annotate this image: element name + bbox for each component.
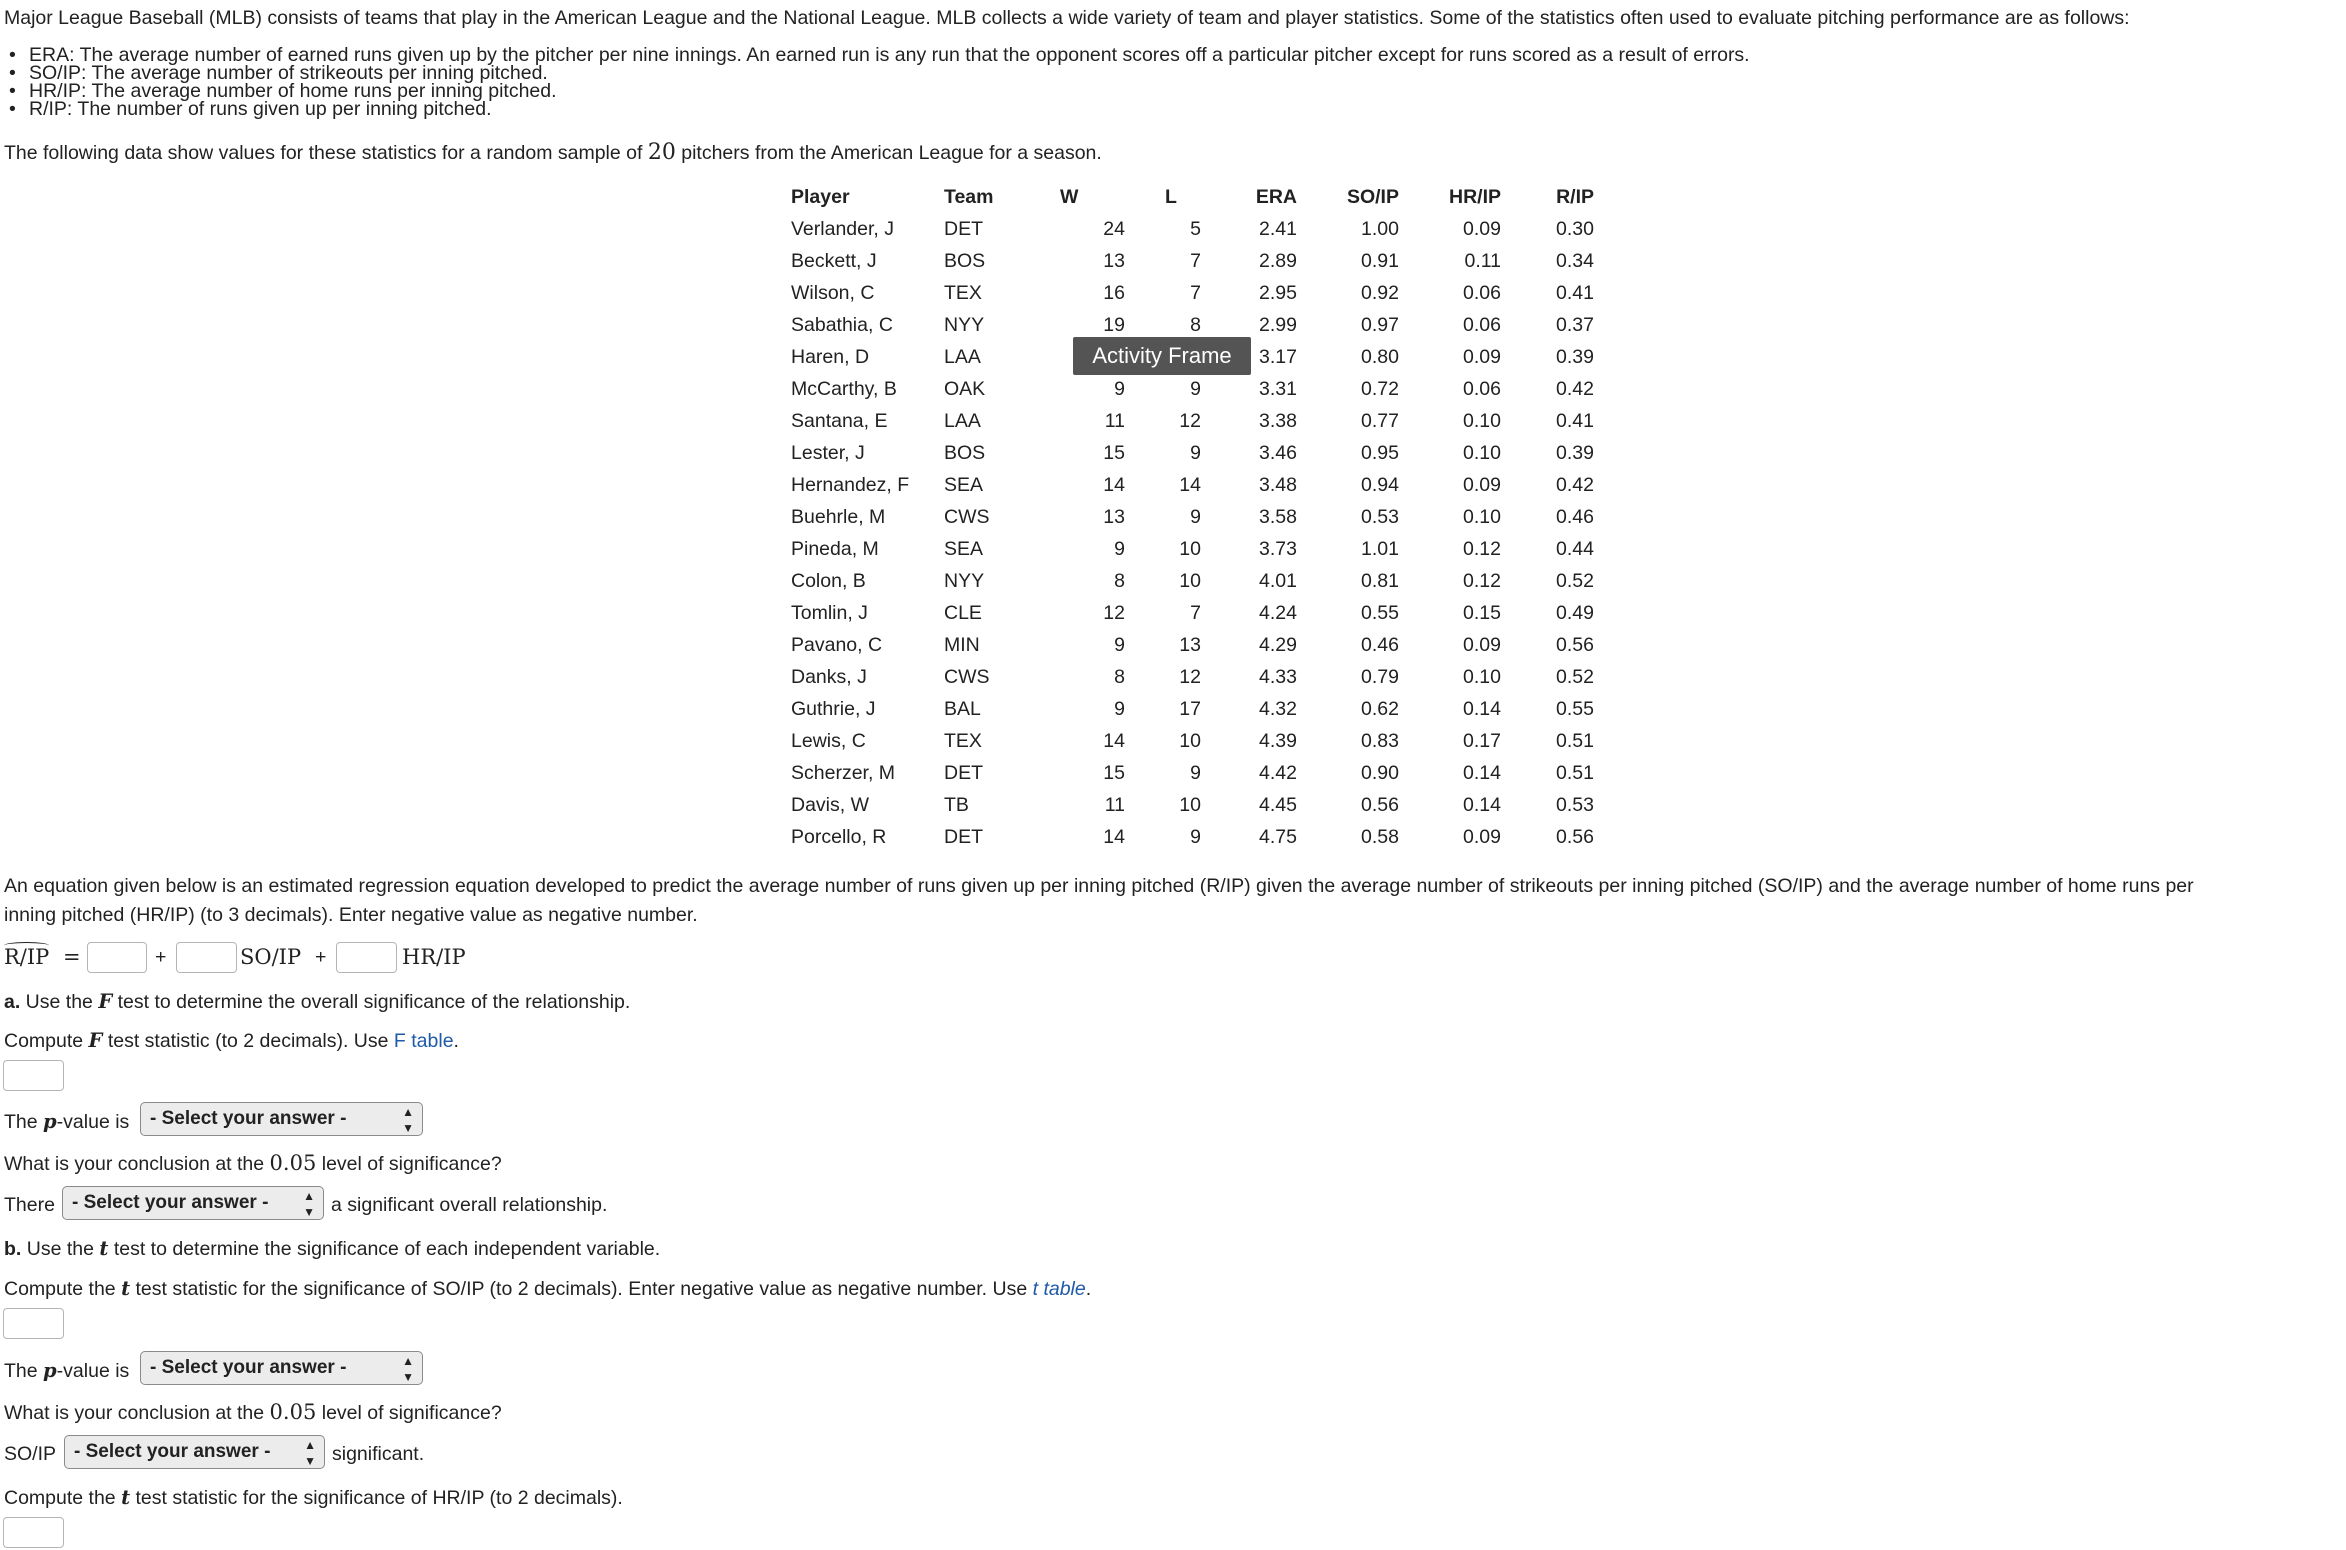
cell-team: DET [944, 762, 983, 785]
cell-soip: 0.79 [1361, 666, 1399, 689]
cell-l: 13 [1179, 634, 1201, 657]
cell-era: 4.42 [1259, 762, 1297, 785]
cell-l: 9 [1190, 506, 1201, 529]
cell-rip: 0.52 [1556, 666, 1594, 689]
cell-soip: 0.83 [1361, 730, 1399, 753]
cell-w: 9 [1114, 698, 1125, 721]
cell-l: 7 [1190, 602, 1201, 625]
cell-w: 16 [1103, 282, 1125, 305]
cell-soip: 0.97 [1361, 314, 1399, 337]
equation-intro-line2: inning pitched (HR/IP) (to 3 decimals). Enter negative value as negative number. [4, 904, 698, 926]
table-row [783, 630, 1602, 662]
cell-soip: 0.91 [1361, 250, 1399, 273]
cell-rip: 0.52 [1556, 570, 1594, 593]
cell-player: Wilson, C [791, 282, 875, 305]
pvalue-select-a[interactable]: - Select your answer - ▲ ▼ [140, 1102, 423, 1136]
cell-era: 3.38 [1259, 410, 1297, 433]
cell-player: Colon, B [791, 570, 866, 593]
select-arrows-icon: ▲ ▼ [402, 1354, 414, 1384]
cell-team: NYY [944, 314, 985, 337]
cell-rip: 0.42 [1556, 474, 1594, 497]
cell-rip: 0.37 [1556, 314, 1594, 337]
cell-w: 19 [1103, 314, 1125, 337]
equals-sign: = [63, 945, 81, 969]
cell-era: 2.99 [1259, 314, 1297, 337]
cell-w: 8 [1114, 570, 1125, 593]
table-row [783, 822, 1602, 854]
cell-soip: 0.80 [1361, 346, 1399, 369]
cell-team: TEX [944, 282, 982, 305]
cell-player: Porcello, R [791, 826, 887, 849]
cell-era: 4.45 [1259, 794, 1297, 817]
cell-rip: 0.56 [1556, 826, 1594, 849]
soip-coef-input[interactable] [176, 942, 237, 973]
cell-team: OAK [944, 378, 986, 401]
cell-team: NYY [944, 570, 985, 593]
table-row [783, 438, 1602, 470]
cell-soip: 1.00 [1361, 218, 1399, 241]
cell-soip: 0.81 [1361, 570, 1399, 593]
cell-hrip: 0.09 [1463, 218, 1501, 241]
cell-soip: 1.01 [1361, 538, 1399, 561]
cell-w: 15 [1103, 762, 1125, 785]
rip-hat: R/IP [4, 945, 50, 969]
cell-hrip: 0.06 [1463, 282, 1501, 305]
cell-player: Davis, W [791, 794, 869, 817]
cell-l: 8 [1190, 314, 1201, 337]
cell-team: BAL [944, 698, 981, 721]
pvalue-label-a: The p-value is [4, 1110, 130, 1133]
definition-soip: • SO/IP: The average number of strikeouts per inning pitched. [0, 64, 1750, 82]
cell-team: CLE [944, 602, 982, 625]
cell-player: McCarthy, B [791, 378, 897, 401]
part-b-heading: b. Use the t test to determine the significance of each independent variable. [4, 1237, 661, 1260]
cell-w: 14 [1103, 730, 1125, 753]
cell-rip: 0.53 [1556, 794, 1594, 817]
cell-w: 24 [1103, 218, 1125, 241]
cell-team: CWS [944, 506, 990, 529]
cell-hrip: 0.14 [1463, 762, 1501, 785]
table-row [783, 694, 1602, 726]
cell-hrip: 0.10 [1463, 410, 1501, 433]
pvalue-select-b[interactable]: - Select your answer - ▲ ▼ [140, 1351, 423, 1385]
cell-rip: 0.56 [1556, 634, 1594, 657]
cell-soip: 0.92 [1361, 282, 1399, 305]
cell-w: 9 [1114, 634, 1125, 657]
cell-era: 3.17 [1259, 346, 1297, 369]
cell-l: 5 [1190, 218, 1201, 241]
cell-w: 15 [1103, 442, 1125, 465]
col-w: W [1060, 186, 1079, 209]
compute-f-text: Compute F test statistic (to 2 decimals). Use F table. [4, 1029, 459, 1052]
cell-l: 10 [1179, 730, 1201, 753]
cell-team: LAA [944, 346, 981, 369]
table-row [783, 790, 1602, 822]
cell-hrip: 0.10 [1463, 666, 1501, 689]
cell-rip: 0.51 [1556, 762, 1594, 785]
cell-player: Verlander, J [791, 218, 894, 241]
cell-rip: 0.30 [1556, 218, 1594, 241]
soip-label: SO/IP [4, 1443, 57, 1465]
plus-sign-1: + [155, 946, 167, 968]
cell-era: 4.01 [1259, 570, 1297, 593]
table-row [783, 214, 1602, 246]
table-row [783, 374, 1602, 406]
cell-hrip: 0.11 [1464, 250, 1501, 273]
cell-soip: 0.94 [1361, 474, 1399, 497]
hrip-term: HR/IP [402, 945, 466, 969]
table-row [783, 278, 1602, 310]
cell-team: CWS [944, 666, 990, 689]
table-row [783, 246, 1602, 278]
cell-player: Tomlin, J [791, 602, 868, 625]
definition-hrip: • HR/IP: The average number of home runs per inning pitched. [0, 82, 1750, 100]
cell-era: 2.89 [1259, 250, 1297, 273]
cell-w: 11 [1104, 410, 1125, 433]
cell-soip: 0.46 [1361, 634, 1399, 657]
col-soip: SO/IP [1346, 186, 1399, 209]
cell-team: TEX [944, 730, 982, 753]
cell-rip: 0.49 [1556, 602, 1594, 625]
cell-rip: 0.41 [1556, 282, 1594, 305]
cell-l: 7 [1190, 282, 1201, 305]
cell-w: 12 [1103, 602, 1125, 625]
cell-player: Lester, J [791, 442, 865, 465]
cell-team: BOS [944, 250, 986, 273]
definitions-list [0, 46, 1750, 118]
cell-player: Beckett, J [791, 250, 877, 273]
cell-w: 14 [1103, 474, 1125, 497]
table-row [783, 566, 1602, 598]
soip-significance-select[interactable]: - Select your answer - ▲ ▼ [64, 1435, 325, 1469]
sample-size: 20 [647, 140, 676, 165]
cell-hrip: 0.09 [1463, 474, 1501, 497]
col-l: L [1165, 186, 1177, 209]
table-row [783, 758, 1602, 790]
col-player: Player [791, 186, 850, 209]
cell-hrip: 0.10 [1463, 442, 1501, 465]
cell-player: Guthrie, J [791, 698, 876, 721]
cell-player: Pineda, M [791, 538, 879, 561]
cell-era: 3.48 [1259, 474, 1297, 497]
part-a-heading: a. Use the F test to determine the overall significance of the relationship. [4, 990, 631, 1013]
cell-soip: 0.90 [1361, 762, 1399, 785]
cell-rip: 0.41 [1556, 410, 1594, 433]
table-row [783, 502, 1602, 534]
cell-era: 4.29 [1259, 634, 1297, 657]
cell-w: 14 [1103, 826, 1125, 849]
cell-hrip: 0.10 [1463, 506, 1501, 529]
there-after-text: a significant overall relationship. [331, 1194, 608, 1216]
cell-soip: 0.77 [1361, 410, 1399, 433]
cell-l: 9 [1190, 762, 1201, 785]
overall-relationship-select[interactable]: - Select your answer - ▲ ▼ [62, 1186, 324, 1220]
pitcher-stats-table [783, 182, 1602, 854]
cell-hrip: 0.12 [1463, 570, 1501, 593]
sample-text: The following data show values for these statistics for a random sample of 20 pitchers from the American League for a season. [4, 140, 1102, 165]
cell-team: DET [944, 826, 983, 849]
cell-team: SEA [944, 474, 984, 497]
cell-w: 11 [1104, 794, 1125, 817]
cell-rip: 0.44 [1556, 538, 1594, 561]
cell-l: 17 [1179, 698, 1201, 721]
cell-player: Pavano, C [791, 634, 883, 657]
cell-l: 9 [1190, 826, 1201, 849]
compute-t2-text: Compute the t test statistic for the significance of HR/IP (to 2 decimals). [4, 1486, 623, 1509]
cell-w: 13 [1103, 250, 1125, 273]
cell-hrip: 0.15 [1463, 602, 1501, 625]
cell-l: 12 [1179, 410, 1201, 433]
select-arrows-icon: ▲ ▼ [304, 1438, 316, 1468]
cell-hrip: 0.14 [1463, 794, 1501, 817]
cell-l: 10 [1179, 794, 1201, 817]
table-row [783, 662, 1602, 694]
cell-era: 4.33 [1259, 666, 1297, 689]
cell-soip: 0.95 [1361, 442, 1399, 465]
cell-hrip: 0.09 [1463, 346, 1501, 369]
f-statistic-input[interactable] [3, 1060, 64, 1091]
cell-rip: 0.51 [1556, 730, 1594, 753]
cell-team: BOS [944, 442, 986, 465]
equation-intro-line1: An equation given below is an estimated regression equation developed to predict the average number of runs given up per inning pitched (R/IP) given the average number of strikeouts per inning pitched (SO/IP) and the average number of home runs per [4, 875, 2194, 897]
table-row [783, 726, 1602, 758]
cell-l: 14 [1179, 474, 1201, 497]
compute-t1-text: Compute the t test statistic for the significance of SO/IP (to 2 decimals). Enter negative value as negative number. Use t table. [4, 1277, 1092, 1300]
equation-lhs [4, 945, 49, 970]
activity-frame-tooltip: Activity Frame [1073, 337, 1251, 375]
cell-hrip: 0.14 [1463, 698, 1501, 721]
col-rip: R/IP [1556, 186, 1594, 209]
cell-w: 9 [1114, 378, 1125, 401]
t-statistic-soip-input[interactable] [3, 1308, 64, 1339]
cell-team: DET [944, 218, 983, 241]
cell-w: 9 [1114, 538, 1125, 561]
soip-after-text: significant. [332, 1443, 425, 1465]
cell-w: 13 [1103, 506, 1125, 529]
cell-team: MIN [944, 634, 980, 657]
table-row [783, 598, 1602, 630]
t-table-link[interactable]: t table [1032, 1278, 1086, 1300]
cell-hrip: 0.17 [1463, 730, 1501, 753]
cell-era: 3.58 [1259, 506, 1297, 529]
cell-player: Haren, D [791, 346, 870, 369]
cell-l: 9 [1190, 442, 1201, 465]
cell-soip: 0.55 [1361, 602, 1399, 625]
cell-era: 4.24 [1259, 602, 1297, 625]
cell-era: 4.32 [1259, 698, 1297, 721]
cell-team: LAA [944, 410, 981, 433]
cell-player: Scherzer, M [791, 762, 896, 785]
cell-era: 4.75 [1259, 826, 1297, 849]
cell-player: Santana, E [791, 410, 888, 433]
cell-l: 7 [1190, 250, 1201, 273]
select-arrows-icon: ▲ ▼ [303, 1189, 315, 1219]
cell-era: 4.39 [1259, 730, 1297, 753]
cell-soip: 0.62 [1361, 698, 1399, 721]
intro-text: Major League Baseball (MLB) consists of teams that play in the American League and the National League. MLB collects a wide variety of team and player statistics. Some of the statistics often used to evaluate pitching performance are as follows: [4, 7, 2130, 29]
cell-l: 10 [1179, 538, 1201, 561]
cell-era: 3.73 [1259, 538, 1297, 561]
cell-hrip: 0.06 [1463, 378, 1501, 401]
cell-w: 8 [1114, 666, 1125, 689]
cell-era: 2.95 [1259, 282, 1297, 305]
cell-team: TB [944, 794, 969, 817]
cell-hrip: 0.12 [1463, 538, 1501, 561]
plus-sign-2: + [315, 946, 327, 968]
cell-soip: 0.72 [1361, 378, 1399, 401]
table-row [783, 470, 1602, 502]
cell-hrip: 0.09 [1463, 634, 1501, 657]
cell-rip: 0.39 [1556, 442, 1594, 465]
cell-era: 2.41 [1259, 218, 1297, 241]
cell-l: 9 [1190, 378, 1201, 401]
cell-era: 3.46 [1259, 442, 1297, 465]
cell-player: Sabathia, C [791, 314, 893, 337]
definition-era: • ERA: The average number of earned runs given up by the pitcher per nine innings. An earned run is any run that the opponent scores off a particular pitcher except for runs scored as a result of errors. [0, 46, 1750, 64]
hrip-coef-input[interactable] [336, 942, 397, 973]
cell-player: Buehrle, M [791, 506, 886, 529]
col-team: Team [944, 186, 994, 209]
cell-rip: 0.55 [1556, 698, 1594, 721]
table-row [783, 406, 1602, 438]
conclusion-question-a: What is your conclusion at the 0.05 level of significance? [4, 1151, 502, 1175]
cell-player: Danks, J [791, 666, 867, 689]
col-era: ERA [1255, 186, 1297, 209]
cell-hrip: 0.06 [1463, 314, 1501, 337]
cell-l: 10 [1179, 570, 1201, 593]
table-header-row [783, 182, 1602, 214]
intercept-input[interactable] [87, 942, 147, 973]
cell-rip: 0.39 [1556, 346, 1594, 369]
cell-l: 12 [1179, 666, 1201, 689]
t-statistic-hrip-input[interactable] [3, 1517, 64, 1548]
there-label: There [4, 1194, 55, 1216]
pvalue-label-b: The p-value is [4, 1359, 130, 1382]
cell-player: Hernandez, F [791, 474, 910, 497]
cell-rip: 0.42 [1556, 378, 1594, 401]
cell-soip: 0.58 [1361, 826, 1399, 849]
col-hrip: HR/IP [1448, 186, 1501, 209]
cell-rip: 0.46 [1556, 506, 1594, 529]
definition-rip: • R/IP: The number of runs given up per inning pitched. [0, 100, 1750, 118]
f-table-link[interactable]: F table [393, 1030, 454, 1052]
table-row [783, 534, 1602, 566]
soip-term: SO/IP [240, 945, 302, 969]
select-arrows-icon: ▲ ▼ [402, 1105, 414, 1135]
cell-soip: 0.53 [1361, 506, 1399, 529]
cell-soip: 0.56 [1361, 794, 1399, 817]
cell-team: SEA [944, 538, 984, 561]
cell-era: 3.31 [1259, 378, 1297, 401]
cell-rip: 0.34 [1556, 250, 1594, 273]
conclusion-question-b: What is your conclusion at the 0.05 level of significance? [4, 1400, 502, 1424]
cell-player: Lewis, C [791, 730, 866, 753]
cell-hrip: 0.09 [1463, 826, 1501, 849]
